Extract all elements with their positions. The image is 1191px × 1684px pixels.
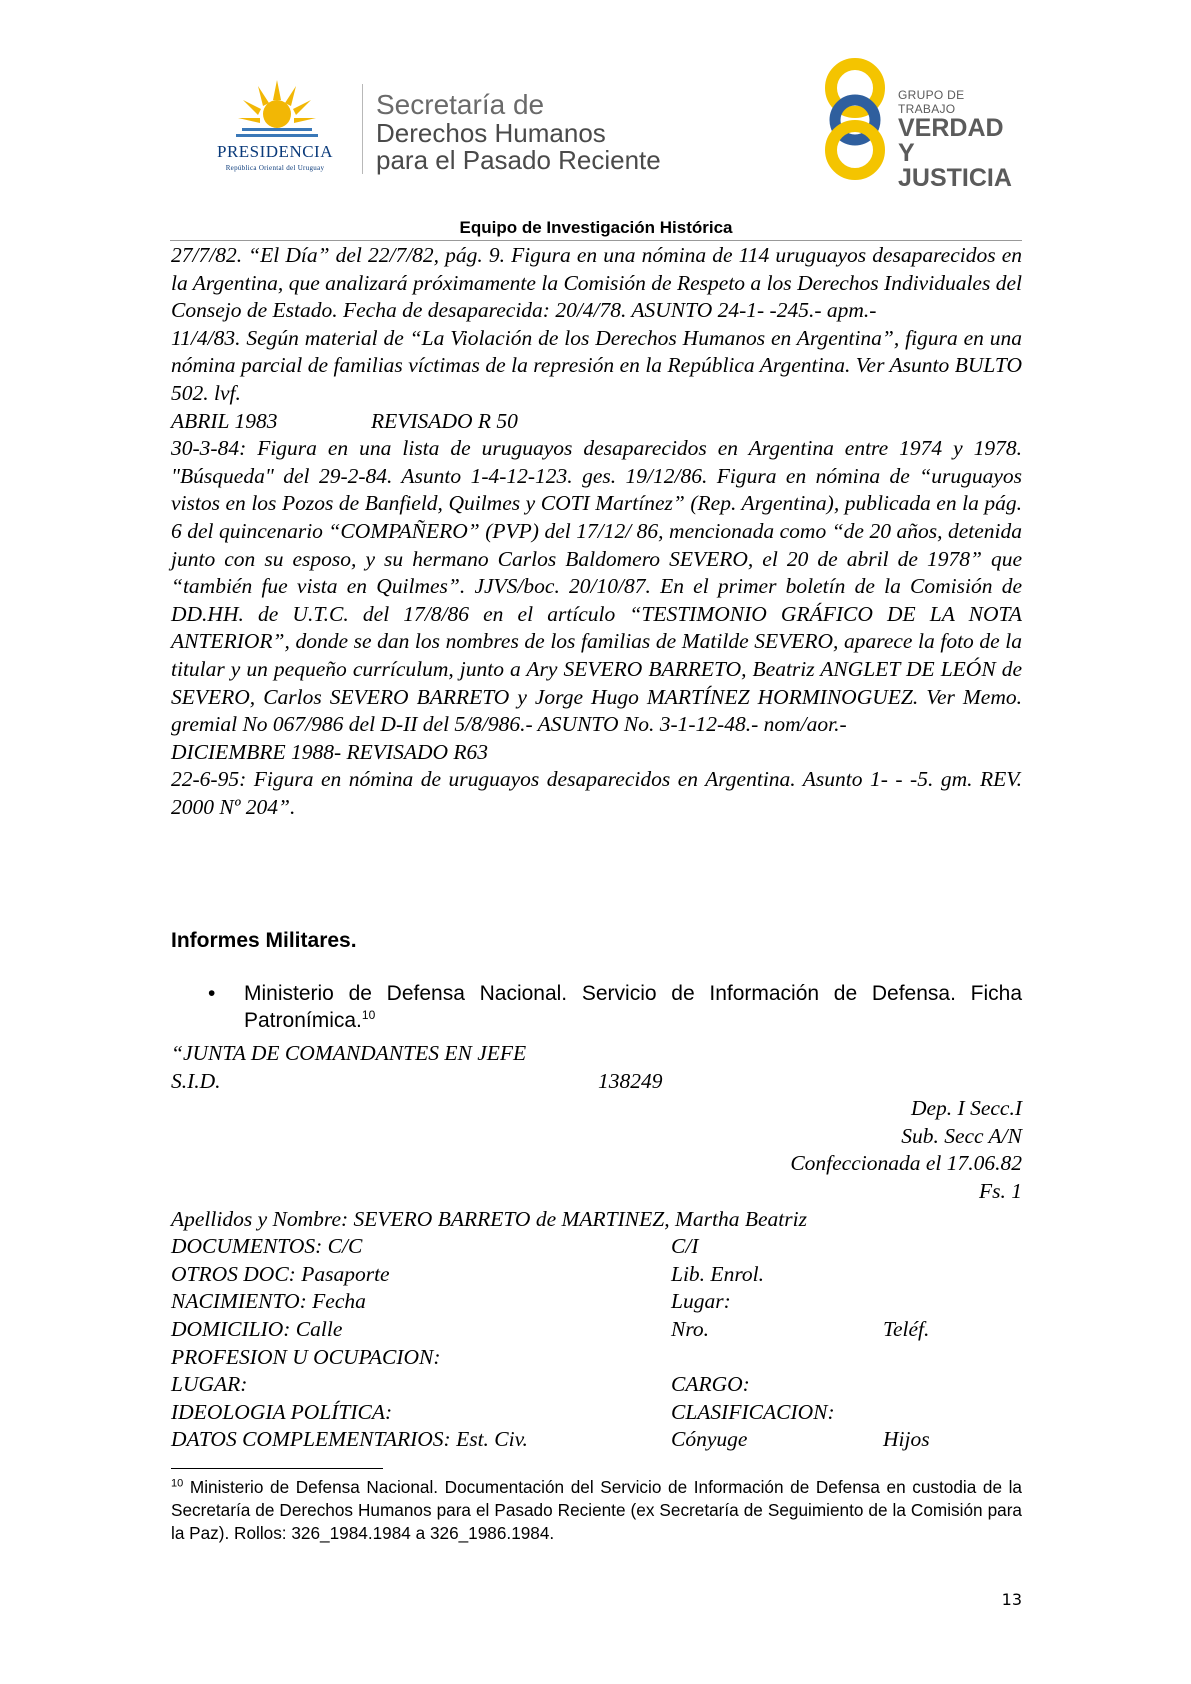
page-number: 13 [1001,1590,1022,1609]
ficha-sid-number: 138249 [598,1068,663,1093]
header-rule [170,240,1022,241]
ficha-confeccionada: Confeccionada el 17.06.82 [790,1151,1022,1176]
ficha-row [171,1344,1022,1372]
ficha-field-label: DOCUMENTOS: C/C [171,1234,363,1259]
ficha-junta: “JUNTA DE COMANDANTES EN JEFE [171,1041,527,1065]
presidencia-logo [196,78,356,178]
revision-code: REVISADO R 50 [371,408,518,433]
header-divider [362,84,363,174]
ficha-apellidos: Apellidos y Nombre: SEVERO BARRETO de MARTINEZ, Martha Beatriz [171,1206,807,1231]
ficha-field-middle: C/I [671,1234,699,1259]
ficha-patronimica [171,1040,1022,1454]
secretaria-line-3: para el Pasado Reciente [376,145,661,175]
ficha-sid-line [171,1068,1022,1096]
linked-rings-icon [822,56,892,182]
paragraph-4: 22-6-95: Figura en nómina de uruguayos desaparecidos en Argentina. Asunto 1- - -5. gm. REV. 2000 Nº 204”. [171,767,1022,819]
presidencia-subtitle: República Oriental del Uruguay [225,164,325,172]
ficha-row [171,1371,1022,1399]
ficha-field-middle: Lib. Enrol. [671,1261,764,1286]
sun-emblem-icon [236,78,318,144]
ficha-row [171,1261,1022,1289]
ficha-field-right: Hijos [883,1427,930,1452]
ficha-rows [171,1233,1022,1454]
footnote-text: Ministerio de Defensa Nacional. Documentación del Servicio de Información de Defensa en custodia de la Secretaría de Derechos Humanos para el Pasado Reciente (ex Secretaría de Seguimiento de la Comisión para la Paz). Rollos: 326_1984.1984 a 326_1986.1984. [171,1477,1022,1543]
ficha-field-label: NACIMIENTO: Fecha [171,1289,366,1314]
ficha-field-middle: CLASIFICACION: [671,1399,835,1424]
ficha-row [171,1426,1022,1454]
ficha-field-middle: Lugar: [671,1289,731,1314]
revision-date: ABRIL 1983 [171,408,278,433]
ficha-sid-label: S.I.D. [171,1068,221,1093]
footnote-rule [171,1468,383,1469]
ficha-dep: Dep. I Secc.I [910,1096,1022,1121]
verdad-justicia-wordmark [898,88,1022,191]
bullet-text-container [244,980,1022,1034]
verdad-label: VERDAD Y [898,114,1004,167]
ficha-field-middle: Nro. [671,1316,710,1341]
verdad-justicia-logo [822,56,1022,192]
team-heading: Equipo de Investigación Histórica [459,218,733,237]
ficha-field-middle: Cónyuge [671,1427,748,1452]
revision-line-1 [171,408,1022,436]
ficha-fs: Fs. 1 [979,1178,1022,1203]
ficha-field-label: IDEOLOGIA POLÍTICA: [171,1399,393,1424]
footnote [171,1476,1022,1545]
ficha-field-label: OTROS DOC: Pasaporte [171,1261,390,1286]
body-text [171,242,1022,821]
bullet-dot-icon: • [208,982,216,1005]
ficha-field-right: Teléf. [883,1316,930,1341]
revision-line-2: DICIEMBRE 1988- REVISADO R63 [171,739,489,764]
secretaria-title [376,90,661,174]
justicia-label: JUSTICIA [898,164,1012,192]
presidencia-wordmark: PRESIDENCIA [216,142,333,161]
ficha-field-label: LUGAR: [171,1372,248,1397]
ficha-row [171,1233,1022,1261]
ficha-row [171,1288,1022,1316]
footnote-ref[interactable]: 10 [361,1008,376,1022]
bullet-text: Ministerio de Defensa Nacional. Servicio de Información de Defensa. Ficha Patronímica. [244,982,1022,1032]
grupo-trabajo-label: GRUPO DE TRABAJO [898,88,965,116]
ficha-subsecc: Sub. Secc A/N [901,1123,1022,1148]
secretaria-line-1: Secretaría de [376,89,545,120]
bullet-item [171,980,1022,1034]
paragraph-1: 27/7/82. “El Día” del 22/7/82, pág. 9. Figura en una nómina de 114 uruguayos desaparecidos en la Argentina, que analizará próximamente la Comisión de Respeto a los Derechos Individuales del Consejo de Estado. Fecha de desaparecida: 20/4/78. ASUNTO 24-1- -245.- apm.- [171,243,1022,323]
ficha-field-label: DATOS COMPLEMENTARIOS: Est. Civ. [171,1427,528,1452]
ficha-field-label: PROFESION U OCUPACION: [171,1344,441,1369]
paragraph-3: 30-3-84: Figura en una lista de uruguayos desaparecidos en Argentina entre 1974 y 1978. "Búsqueda" del 29-2-84. Asunto 1-4-12-123. ges. 19/12/86. Figura en nómina de “uruguayos vistos en los Pozos de Banfield, Quilmes y COTI Martínez” (Rep. Argentina), publicada en la pág. 6 del quincenario “COMPAÑERO” (PVP) del 17/12/ 86, mencionada como “de 20 años, detenida junto con su esposo, y su hermano Carlos Baldomero SEVERO, el 20 de abril de 1978” que “también fue vista en Quilmes”. JJVS/boc. 20/10/87. En el primer boletín de la Comisión de DD.HH. de U.T.C. del 17/8/86 en el artículo “TESTIMONIO GRÁFICO DE LA NOTA ANTERIOR”, donde se dan los nombres de los familias de Matilde SEVERO, aparece la foto de la titular y un pequeño currículum, junto a Ary SEVERO BARRETO, Beatriz ANGLET DE LEÓN de SEVERO, Carlos SEVERO BARRETO y Jorge Hugo MARTÍNEZ HORMINOGUEZ. Ver Memo. gremial No 067/986 del D-II del 5/8/986.- ASUNTO No. 3-1-12-48.- nom/aor.- [171,436,1022,737]
section-heading: Informes Militares. [171,929,357,952]
paragraph-2: 11/4/83. Según material de “La Violación de los Derechos Humanos en Argentina”, figura en una nómina parcial de familias víctimas de la represión en la República Argentina. Ver Asunto BULTO 502. lvf. [171,325,1022,405]
secretaria-line-2: Derechos Humanos [376,118,606,148]
footnote-number: 10 [171,1477,184,1490]
ficha-field-middle: CARGO: [671,1372,750,1397]
ficha-field-label: DOMICILIO: Calle [171,1316,343,1341]
ficha-row [171,1316,1022,1344]
ficha-row [171,1399,1022,1427]
